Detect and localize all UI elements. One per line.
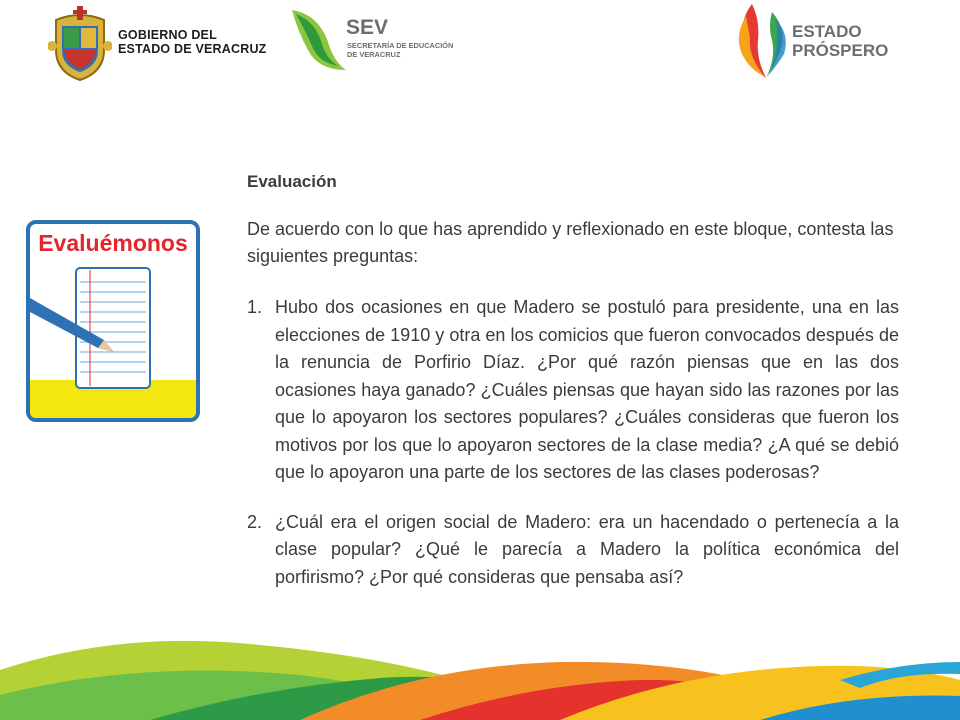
gobierno-veracruz-logo bbox=[48, 6, 278, 82]
estado-prospero-flame-icon bbox=[732, 0, 792, 80]
evaluemonos-banner: Evaluémonos bbox=[38, 230, 188, 256]
estado-prospero-logo bbox=[732, 0, 902, 80]
gov-logo-text bbox=[118, 28, 267, 56]
evaluemonos-icon bbox=[26, 220, 200, 422]
question-text: ¿Cuál era el origen social de Madero: era un hacendado o pertenecía a la clase popular? ¿Qué le parecía a Madero la política económica del porfirismo? ¿Por qué consideras que pensaba así? bbox=[275, 511, 899, 587]
estado-prospero-line1: ESTADO bbox=[792, 22, 862, 41]
question-item bbox=[247, 294, 899, 487]
sev-line1: SECRETARÍA DE EDUCACIÓN bbox=[347, 41, 454, 50]
estado-prospero-line2: PRÓSPERO bbox=[792, 41, 889, 60]
question-item bbox=[247, 509, 899, 592]
gov-logo-line2: ESTADO DE VERACRUZ bbox=[118, 42, 267, 56]
intro-paragraph: De acuerdo con lo que has aprendido y reflexionado en este bloque, contesta las siguientes preguntas: bbox=[247, 219, 894, 266]
evaluation-content bbox=[247, 172, 899, 613]
sev-logo bbox=[288, 4, 468, 74]
question-text: Hubo dos ocasiones en que Madero se postuló para presidente, una en las elecciones de 1910 y otra en los comicios que fueron convocados después de la renuncia de Porfirio Díaz. ¿Por qué razón piensas que en las dos ocasiones haya ganado? ¿Cuáles piensas que hayan sido las razones por las que lo apoyaron los sectores populares? ¿Cuáles consideras que fueron los motivos por los que lo apoyaron sectores de la clase media? ¿A qué se debió que lo apoyaron una parte de los sectores de las clases poderosas? bbox=[275, 297, 899, 482]
decorative-wave-footer bbox=[0, 600, 960, 720]
sev-line2: DE VERACRUZ bbox=[347, 50, 401, 59]
sev-leaf-icon bbox=[288, 4, 348, 74]
question-number: 1. bbox=[247, 297, 263, 317]
question-number: 2. bbox=[247, 511, 263, 532]
sev-acronym: SEV bbox=[346, 16, 389, 39]
section-title: Evaluación bbox=[247, 172, 337, 191]
sev-full-name bbox=[347, 41, 453, 59]
gov-logo-line1: GOBIERNO DEL bbox=[118, 28, 217, 42]
estado-prospero-text bbox=[792, 22, 888, 60]
veracruz-coat-of-arms-icon bbox=[48, 6, 112, 82]
